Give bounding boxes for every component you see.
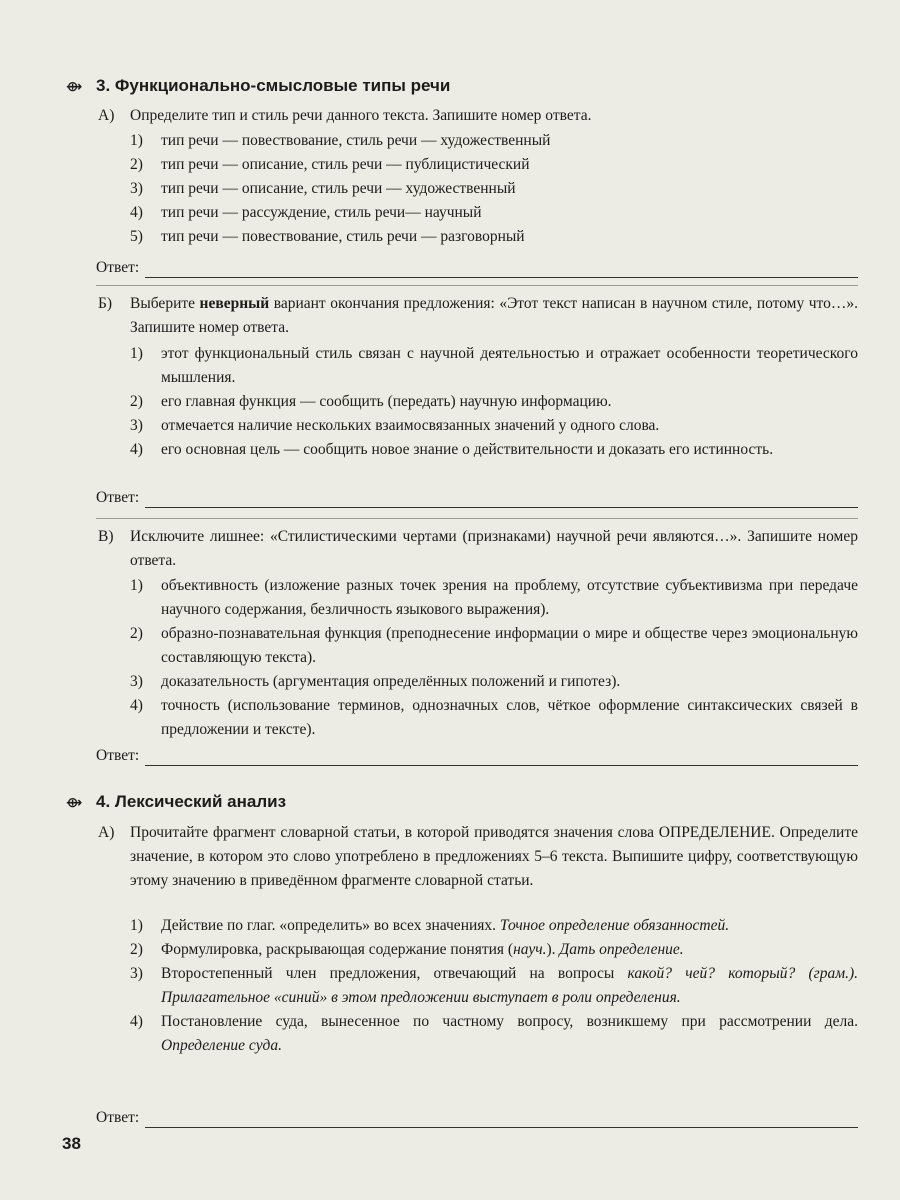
section-4-title-text: 4. Лексический анализ	[96, 792, 287, 811]
option-number: 1)	[130, 917, 143, 934]
task-3a-options	[130, 129, 858, 249]
option-text: этот функциональный стиль связан с научной деятельностью и отражает особенности теоретического мышления.	[161, 345, 858, 386]
section-arrow-icon: ⟴	[66, 794, 83, 810]
task-letter: Б)	[98, 295, 113, 312]
divider	[96, 285, 858, 286]
option-number: 2)	[130, 625, 143, 642]
dictionary-meaning	[130, 914, 858, 938]
option	[130, 342, 858, 390]
option	[130, 225, 858, 249]
usage-example: Определение суда.	[161, 1037, 283, 1054]
option	[130, 694, 858, 742]
task-prompt: Определите тип и стиль речи данного текста. Запишите номер ответа.	[130, 107, 592, 124]
option-text: его главная функция — сообщить (передать) научную информацию.	[161, 393, 612, 410]
option	[130, 574, 858, 622]
answer-label: Ответ:	[96, 259, 140, 276]
option-text: образно-познавательная функция (преподнесение информации о мире и обществе через эмоциональную составляющую текста).	[161, 625, 858, 666]
prompt-text: Выберите	[130, 295, 200, 312]
dictionary-meaning	[130, 962, 858, 1010]
option	[130, 390, 858, 414]
answer-label: Ответ:	[96, 747, 140, 764]
option-text	[161, 962, 858, 1010]
task-3b	[98, 292, 858, 340]
meaning-text: Постановление суда, вынесенное по частному вопросу, возникшему при рассмотрении дела.	[161, 1013, 858, 1030]
answer-line[interactable]	[145, 261, 858, 278]
divider	[96, 518, 858, 519]
prompt-emphasis: неверный	[199, 295, 270, 312]
task-3b-options	[130, 342, 858, 462]
task-letter: А)	[98, 824, 115, 841]
task-4a-options	[130, 914, 858, 1058]
meaning-text: Действие по глаг. «определить» во всех значениях.	[161, 917, 500, 934]
option-number: 3)	[130, 673, 143, 690]
option	[130, 129, 858, 153]
usage-example: Дать определение.	[559, 941, 684, 958]
option-text: точность (использование терминов, однозначных слов, чёткое оформление синтаксических связей в предложении и тексте).	[161, 697, 858, 738]
answer-line[interactable]	[145, 749, 858, 766]
option-text	[161, 938, 858, 962]
option	[130, 153, 858, 177]
option-number: 1)	[130, 345, 143, 362]
usage-note: науч.	[513, 941, 547, 958]
option-number: 2)	[130, 941, 143, 958]
option-number: 2)	[130, 393, 143, 410]
task-3c-options	[130, 574, 858, 742]
section-4-title	[66, 792, 286, 812]
option-text	[161, 914, 858, 938]
usage-note: какой? чей? который? (грам.).	[627, 965, 858, 982]
option-number: 3)	[130, 180, 143, 197]
answer-field-4a[interactable]	[96, 1108, 858, 1128]
dictionary-meaning	[130, 938, 858, 962]
option-text: доказательность (аргументация определённых положений и гипотез).	[161, 673, 621, 690]
option-number: 1)	[130, 132, 143, 149]
option-text	[161, 1010, 858, 1058]
answer-field-3b[interactable]	[96, 488, 858, 508]
task-prompt: Прочитайте фрагмент словарной статьи, в которой приводятся значения слова ОПРЕДЕЛЕНИЕ. Определите значение, в котором это слово употреблено в предложениях 5–6 текста. Выпишите цифру, соответствующую этому значению в приведённом фрагменте словарной статьи.	[130, 824, 858, 889]
option-text: тип речи — повествование, стиль речи — разговорный	[161, 228, 525, 245]
option-text: тип речи — рассуждение, стиль речи— научный	[161, 204, 482, 221]
option	[130, 438, 858, 462]
option-text: тип речи — описание, стиль речи — художественный	[161, 180, 516, 197]
option	[130, 414, 858, 438]
option	[130, 201, 858, 225]
option-number: 1)	[130, 577, 143, 594]
task-letter: А)	[98, 107, 115, 124]
option-text: тип речи — описание, стиль речи — публицистический	[161, 156, 530, 173]
option	[130, 177, 858, 201]
section-arrow-icon: ⟴	[66, 78, 83, 94]
meaning-text: Второстепенный член предложения, отвечающий на вопросы	[161, 965, 628, 982]
option-text: тип речи — повествование, стиль речи — художественный	[161, 132, 551, 149]
option	[130, 670, 858, 694]
prompt-text: вариант окончания предложения: «Этот текст написан в научном стиле, потому что…». Запишите номер ответа.	[130, 295, 859, 336]
meaning-text: ).	[546, 941, 560, 958]
option	[130, 622, 858, 670]
task-prompt: Исключите лишнее: «Стилистическими чертами (признаками) научной речи являются…». Запишите номер ответа.	[130, 528, 858, 569]
task-4a	[98, 821, 858, 893]
answer-label: Ответ:	[96, 1109, 140, 1126]
option-number: 4)	[130, 204, 143, 221]
usage-example: Точное определение обязанностей.	[499, 917, 730, 934]
page-number: 38	[62, 1134, 81, 1153]
usage-example: Прилагательное «синий» в этом предложении выступает в роли определения.	[161, 989, 681, 1006]
dictionary-meaning	[130, 1010, 858, 1058]
task-3c	[98, 525, 858, 573]
option-number: 4)	[130, 441, 143, 458]
answer-field-3a[interactable]	[96, 258, 858, 278]
answer-label: Ответ:	[96, 489, 140, 506]
option-text: его основная цель — сообщить новое знание о действительности и доказать его истинность.	[161, 441, 774, 458]
meaning-text: Формулировка, раскрывающая содержание понятия (	[161, 941, 514, 958]
section-3-title	[66, 76, 450, 96]
option-number: 4)	[130, 1013, 143, 1030]
option-text: объективность (изложение разных точек зрения на проблему, отсутствие субъективизма при передаче научного содержания, безличность языкового выражения).	[161, 577, 858, 618]
option-number: 3)	[130, 965, 143, 982]
option-text: отмечается наличие нескольких взаимосвязанных значений у одного слова.	[161, 417, 660, 434]
answer-line[interactable]	[145, 1111, 858, 1128]
option-number: 5)	[130, 228, 143, 245]
answer-line[interactable]	[145, 491, 858, 508]
task-prompt	[130, 292, 858, 340]
task-3a	[98, 104, 858, 128]
option-number: 2)	[130, 156, 143, 173]
task-letter: В)	[98, 528, 114, 545]
answer-field-3c[interactable]	[96, 746, 858, 766]
option-number: 3)	[130, 417, 143, 434]
option-number: 4)	[130, 697, 143, 714]
section-3-title-text: 3. Функционально-смысловые типы речи	[96, 76, 451, 95]
